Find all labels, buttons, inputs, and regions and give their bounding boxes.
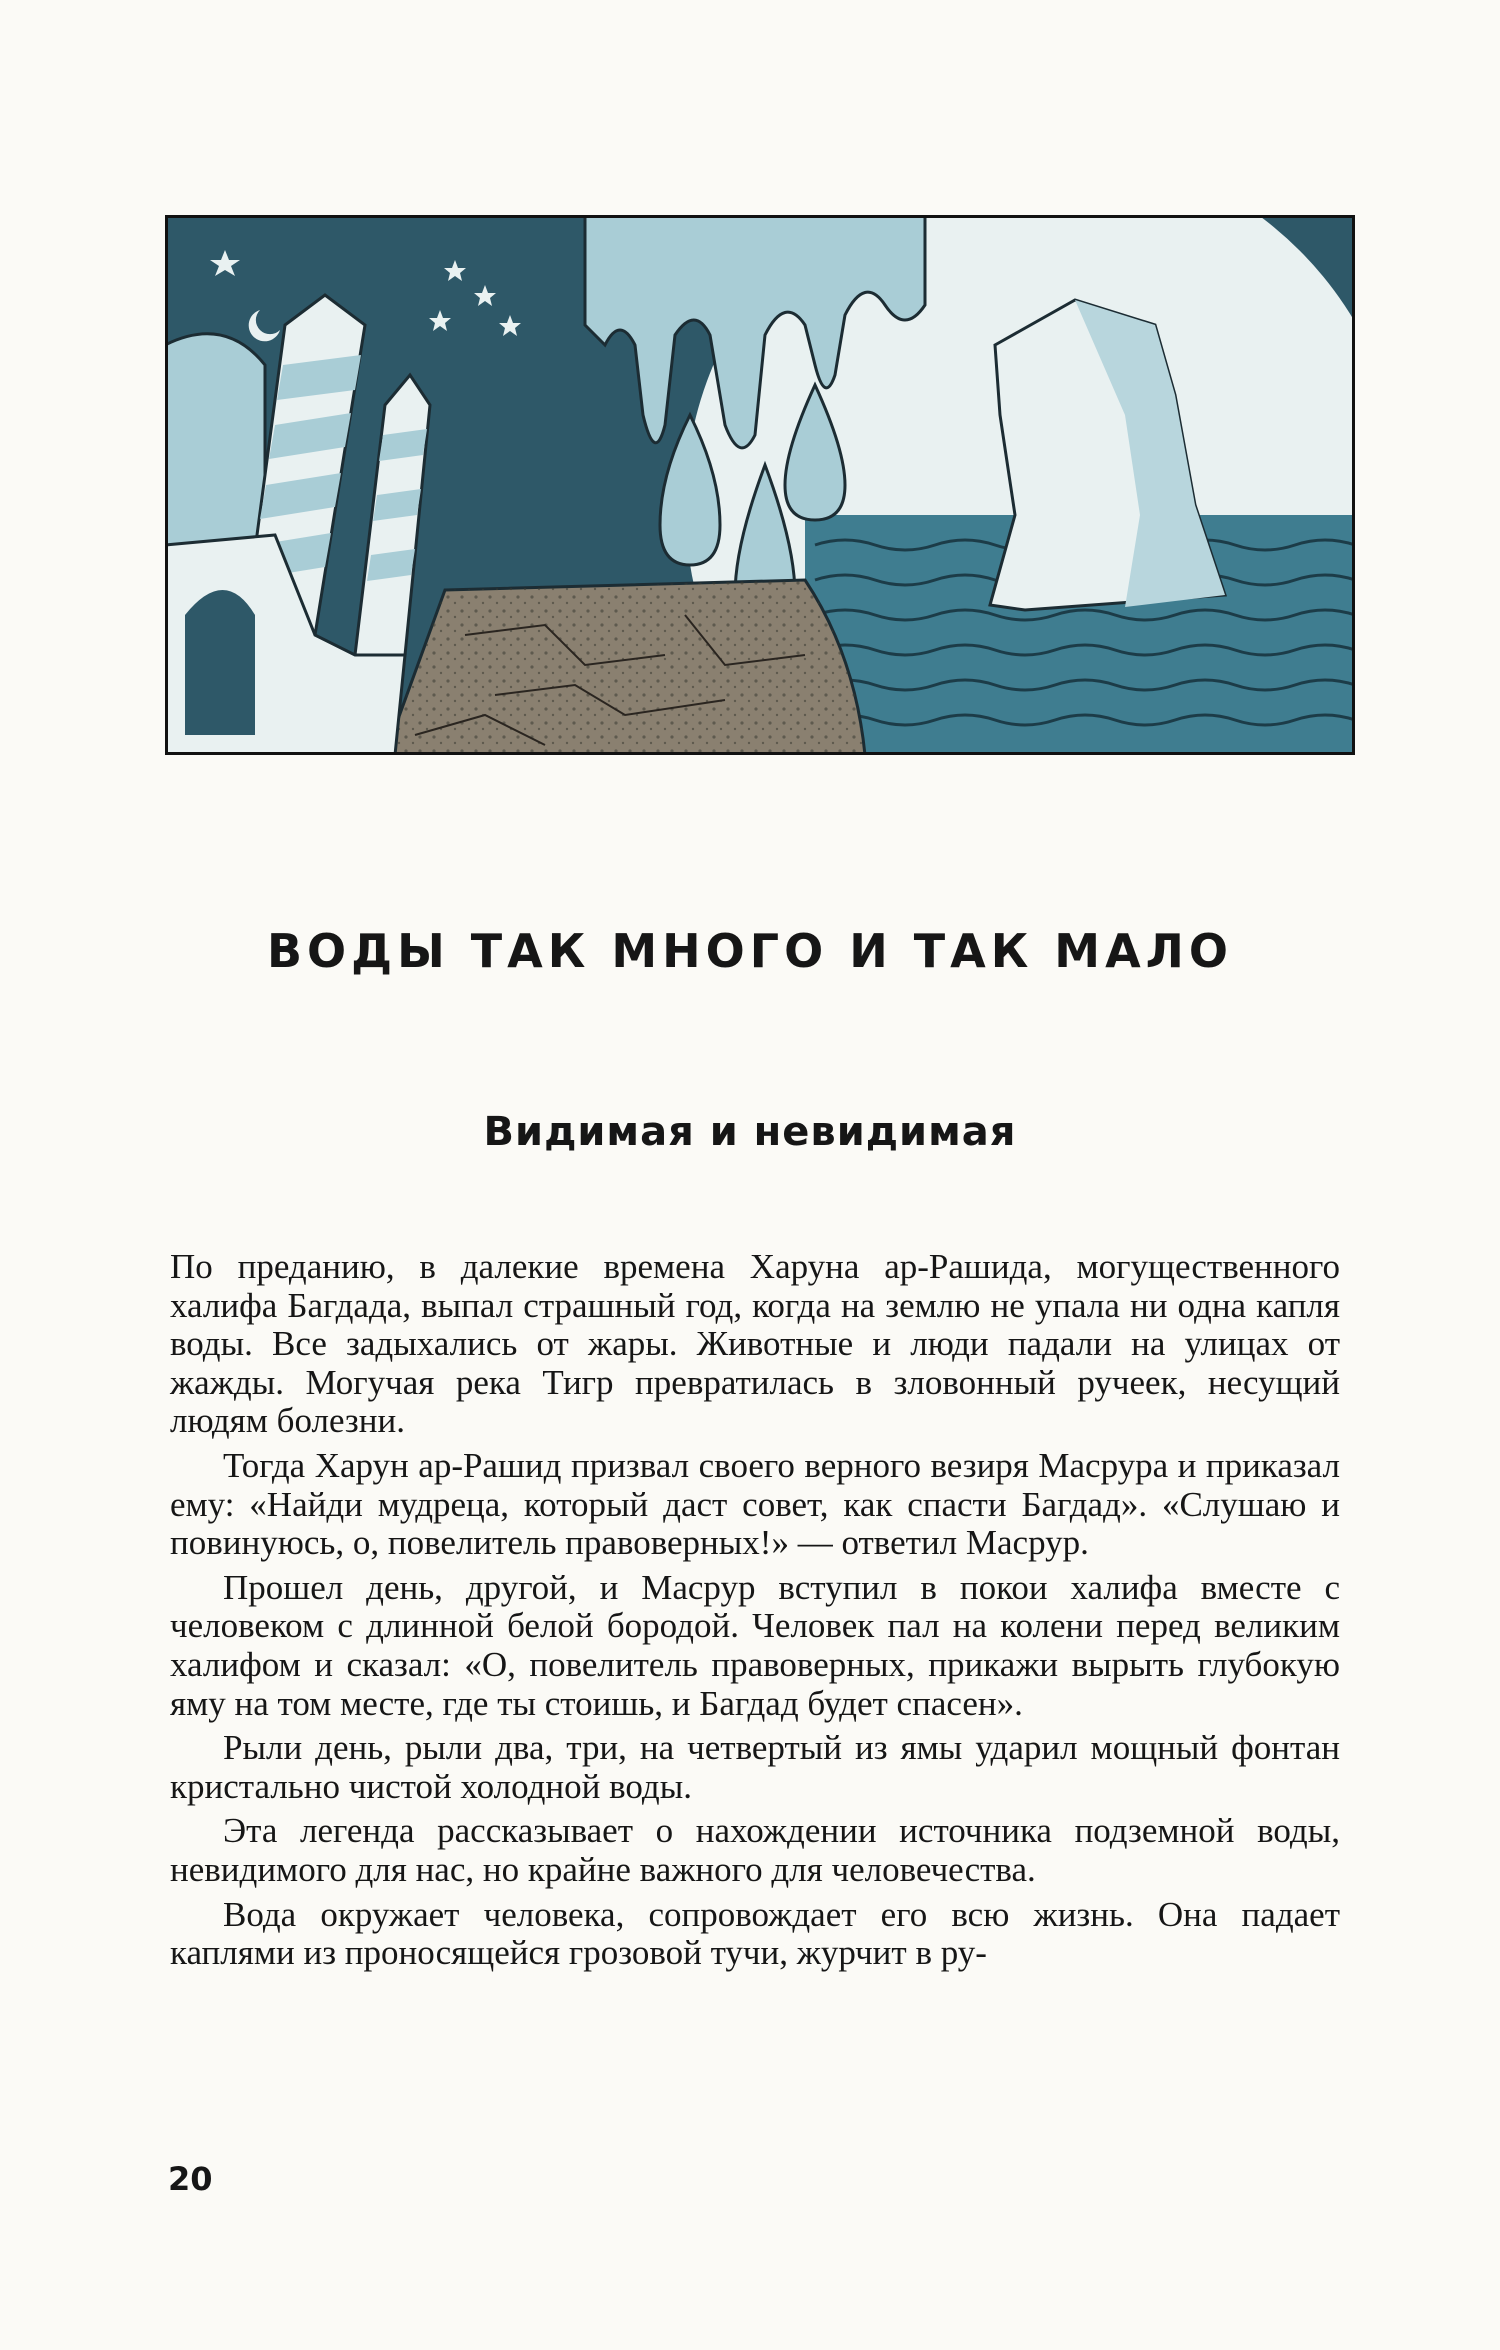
body-text — [170, 1248, 1340, 1979]
paragraph: Вода окружает человека, сопровождает его всю жизнь. Она падает каплями из проносящейся грозовой тучи, журчит в ру- — [170, 1894, 1340, 1973]
chapter-title: ВОДЫ ТАК МНОГО И ТАК МАЛО — [266, 924, 1233, 978]
paragraph: Прошел день, другой, и Масрур вступил в покои халифа вместе с человеком с длинной белой бородой. Человек пал на колени перед великим халифом и сказал: «О, повелитель правоверных, прикажи вырыть глубокую яму на том месте, где ты стоишь, и Багдад будет спасен». — [170, 1567, 1340, 1723]
chapter-illustration — [165, 215, 1355, 755]
paragraph: Рыли день, рыли два, три, на четвертый из ямы ударил мощный фонтан кристально чистой холодной воды. — [170, 1728, 1340, 1806]
paragraph: Тогда Харун ар-Рашид призвал своего верного везиря Масрура и приказал ему: «Найди мудреца, который даст совет, как спасти Багдад». «Слушаю и повинуюсь, о, повелитель правоверных!» — ответил Масрур. — [170, 1445, 1340, 1563]
section-title: Видимая и невидимая — [483, 1109, 1017, 1155]
paragraph: По преданию, в далекие времена Харуна ар-Рашида, могущественного халифа Багдада, выпал страшный год, когда на землю не упала ни одна капля воды. Все задыхались от жары. Животные и люди падали на улицах от жажды. Могучая река Тигр превратилась в зловонный ручеек, несущий людям болезни. — [170, 1247, 1340, 1441]
page-number: 20 — [168, 2160, 213, 2198]
paragraph: Эта легенда рассказывает о нахождении источника подземной воды, невидимого для нас, но крайне важного для человечества. — [170, 1811, 1340, 1889]
